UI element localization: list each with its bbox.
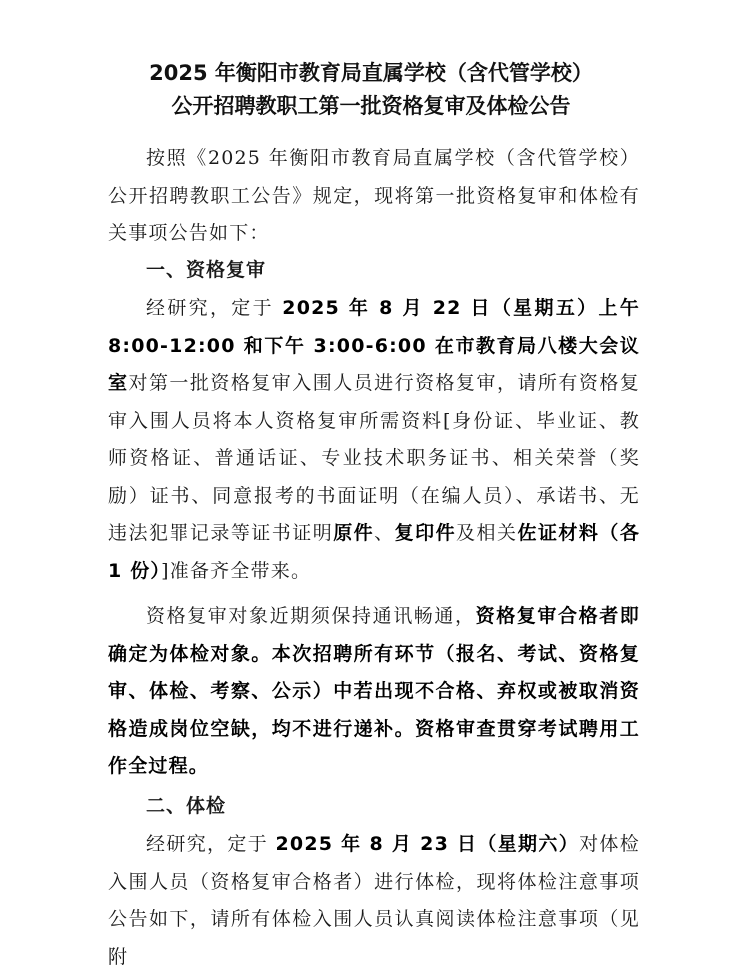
text-span: 及相关 — [456, 522, 518, 544]
text-span: 经研究，定于 — [146, 297, 283, 319]
text-span: 对第一批资格复审入围人员进行资格复审，请所有资格复审入围人员将本人资格复审所需资料[身份证、毕业证、教师资格证、普通话证、专业技术职务证书、相关荣誉（奖励）证书、同意报考的书面证明（在编人员）、承诺书、无违法犯罪记录等证书证明 — [108, 372, 640, 544]
section-1-paragraph-1 — [108, 290, 640, 590]
exam-date-emphasis: 2025 年 8 月 23 日（星期六） — [275, 833, 580, 855]
section-1-paragraph-2 — [108, 598, 640, 786]
copies-emphasis: 复印件 — [394, 522, 457, 544]
review-time-location: 2025 年 8 月 22 日（星期五）上午 8:00-12:00 和下午 3:00-6:00 在市教育局八楼大会议室 — [108, 297, 640, 394]
originals-emphasis: 原件 — [333, 522, 375, 544]
text-span: 、 — [374, 522, 395, 544]
text-span: 对体检入围人员（资格复审合格者）进行体检，现将体检注意事项公告如下，请所有体检入围人员认真阅读体检注意事项（见附 — [108, 833, 640, 968]
document-title-line-1: 2025 年衡阳市教育局直属学校（含代管学校） — [149, 61, 593, 85]
section-2-paragraph-1 — [108, 826, 640, 976]
text-span: ]准备齐全带来。 — [161, 559, 312, 582]
document-title-line-2: 公开招聘教职工第一批资格复审及体检公告 — [171, 94, 571, 118]
text-span: 资格复审对象近期须保持通讯畅通， — [146, 605, 476, 627]
section-1-heading: 一、资格复审 — [146, 259, 267, 281]
qualification-rules-emphasis: 资格复审合格者即确定为体检对象。本次招聘所有环节（报名、考试、资格复审、体检、考察、公示）中若出现不合格、弃权或被取消资格造成岗位空缺，均不进行递补。资格审查贯穿考试聘用工作全过程。 — [108, 605, 640, 777]
supporting-materials-emphasis: 佐证材料（各 1 份） — [108, 522, 641, 582]
text-span: 经研究，定于 — [146, 833, 276, 855]
section-2-heading: 二、体检 — [146, 795, 227, 817]
intro-paragraph: 按照《2025 年衡阳市教育局直属学校（含代管学校）公开招聘教职工公告》规定，现将第一批资格复审和体检有关事项公告如下： — [108, 147, 640, 244]
